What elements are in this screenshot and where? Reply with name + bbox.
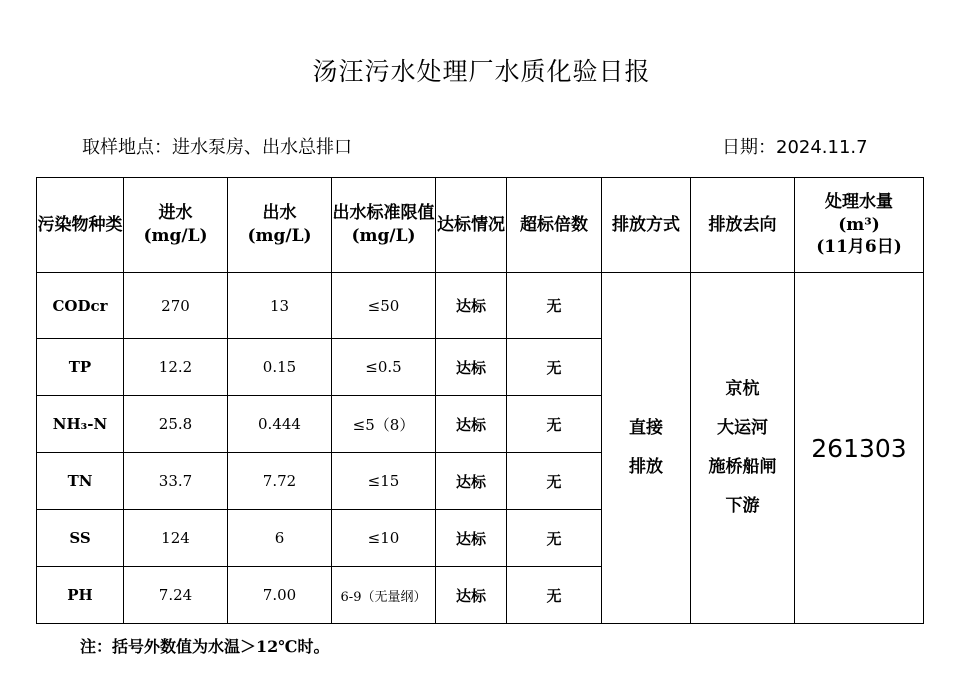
- header-exceed: 超标倍数: [507, 178, 602, 273]
- report-date: 日期：2024.11.7: [722, 137, 868, 158]
- cell-compliance: 达标: [436, 273, 507, 339]
- header-outflow: 出水 (mg/L): [228, 178, 332, 273]
- cell-compliance: 达标: [436, 510, 507, 567]
- cell-compliance: 达标: [436, 339, 507, 396]
- cell-exceed: 无: [507, 567, 602, 624]
- cell-exceed: 无: [507, 510, 602, 567]
- cell-outflow: 0.15: [228, 339, 332, 396]
- cell-treated-volume: 261303: [795, 273, 924, 624]
- cell-standard: ≤10: [332, 510, 436, 567]
- cell-pollutant: SS: [37, 510, 124, 567]
- cell-inflow: 25.8: [124, 396, 228, 453]
- cell-outflow: 7.00: [228, 567, 332, 624]
- header-standard: 出水标准限值 (mg/L): [332, 178, 436, 273]
- header-pollutant: 污染物种类: [37, 178, 124, 273]
- cell-pollutant: NH₃-N: [37, 396, 124, 453]
- cell-pollutant: CODcr: [37, 273, 124, 339]
- cell-compliance: 达标: [436, 396, 507, 453]
- header-discharge-dest: 排放去向: [691, 178, 795, 273]
- cell-inflow: 7.24: [124, 567, 228, 624]
- cell-standard: ≤0.5: [332, 339, 436, 396]
- cell-discharge-dest: 京杭 大运河 施桥船闸 下游: [691, 273, 795, 624]
- table-row: [37, 273, 924, 339]
- cell-pollutant: TP: [37, 339, 124, 396]
- cell-standard: ≤50: [332, 273, 436, 339]
- cell-exceed: 无: [507, 396, 602, 453]
- header-inflow: 进水 (mg/L): [124, 178, 228, 273]
- header-volume: 处理水量 (m³) (11月6日): [795, 178, 924, 273]
- cell-compliance: 达标: [436, 567, 507, 624]
- cell-outflow: 7.72: [228, 453, 332, 510]
- table-header-row: [37, 178, 924, 273]
- header-compliance: 达标情况: [436, 178, 507, 273]
- cell-pollutant: TN: [37, 453, 124, 510]
- cell-discharge-method: 直接 排放: [602, 273, 691, 624]
- cell-exceed: 无: [507, 339, 602, 396]
- cell-standard: 6-9（无量纲）: [332, 567, 436, 624]
- header-discharge-method: 排放方式: [602, 178, 691, 273]
- water-quality-table: [36, 177, 924, 624]
- cell-exceed: 无: [507, 453, 602, 510]
- cell-inflow: 270: [124, 273, 228, 339]
- cell-outflow: 0.444: [228, 396, 332, 453]
- cell-standard: ≤15: [332, 453, 436, 510]
- cell-inflow: 33.7: [124, 453, 228, 510]
- sampling-location: 取样地点：进水泵房、出水总排口: [82, 137, 352, 158]
- cell-pollutant: PH: [37, 567, 124, 624]
- cell-standard: ≤5（8）: [332, 396, 436, 453]
- cell-inflow: 124: [124, 510, 228, 567]
- footnote: 注：括号外数值为水温＞12℃时。: [80, 637, 330, 656]
- cell-outflow: 6: [228, 510, 332, 567]
- cell-exceed: 无: [507, 273, 602, 339]
- report-title: 汤汪污水处理厂水质化验日报: [312, 57, 651, 86]
- cell-outflow: 13: [228, 273, 332, 339]
- cell-compliance: 达标: [436, 453, 507, 510]
- cell-inflow: 12.2: [124, 339, 228, 396]
